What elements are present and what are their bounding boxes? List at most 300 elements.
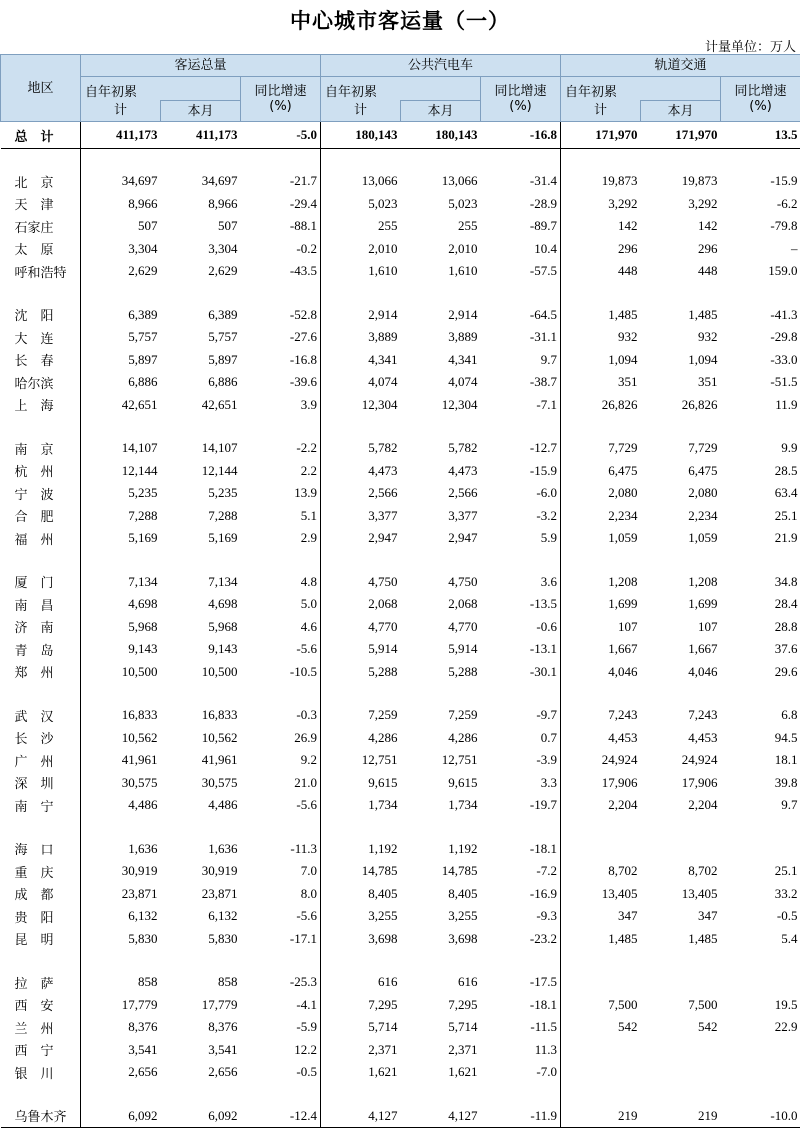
table-row <box>1 838 800 861</box>
value-cell: 296 <box>561 238 641 261</box>
value-cell: 219 <box>561 1105 641 1128</box>
region-name: 青 岛 <box>14 643 54 659</box>
value-cell: 5,288 <box>321 661 401 684</box>
value-cell: 5,757 <box>81 326 161 349</box>
value-cell: 1,059 <box>561 527 641 550</box>
value-cell: 4,286 <box>448 729 478 745</box>
table-row <box>1 193 800 216</box>
value-cell: -5.9 <box>296 1019 317 1035</box>
value-cell: 107 <box>561 616 641 639</box>
header-rate: 同比增速 (%) <box>241 77 321 122</box>
value-cell: – <box>791 240 798 256</box>
table-row <box>1 371 800 394</box>
value-cell: 5,288 <box>448 663 478 679</box>
header-ytd-cont: 计 <box>561 101 641 122</box>
value-cell: 13,405 <box>561 883 641 906</box>
value-cell: 6,092 <box>161 1105 241 1128</box>
value-cell: 33.2 <box>774 885 798 901</box>
value-cell: 4.8 <box>300 573 317 589</box>
value-cell: 2,204 <box>688 797 718 813</box>
value-cell: -29.8 <box>770 329 798 345</box>
value-cell: 28.8 <box>774 618 798 634</box>
value-cell: 4,473 <box>321 460 401 483</box>
value-cell: -57.5 <box>529 263 558 279</box>
value-cell: -28.9 <box>529 195 558 211</box>
value-cell: -31.1 <box>529 329 558 345</box>
table-row <box>1 170 800 193</box>
value-cell: 1,208 <box>688 573 718 589</box>
region-name: 长 沙 <box>14 732 54 748</box>
value-cell: 5,757 <box>208 329 238 345</box>
value-cell: 3.6 <box>540 573 558 589</box>
value-cell: 507 <box>81 215 161 238</box>
value-cell: 30,575 <box>81 772 161 795</box>
value-cell: 42,651 <box>201 396 238 412</box>
value-cell: 4,453 <box>688 729 718 745</box>
value-cell: -7.0 <box>536 1064 558 1080</box>
value-cell: -79.8 <box>770 218 798 234</box>
value-cell: 3,889 <box>448 329 478 345</box>
value-cell: 3,377 <box>448 507 478 523</box>
table-row <box>1 860 800 883</box>
value-cell: 3,304 <box>81 238 161 261</box>
value-cell: 1,610 <box>321 260 401 283</box>
value-cell: 8,702 <box>561 860 641 883</box>
value-cell: -17.5 <box>529 974 558 990</box>
spacer-row <box>1 683 800 704</box>
value-cell: 858 <box>218 974 238 990</box>
value-cell: 4,486 <box>208 797 238 813</box>
total-row <box>1 122 800 149</box>
value-cell: 2,914 <box>448 306 478 322</box>
value-cell <box>561 1061 641 1084</box>
table-row <box>1 238 800 261</box>
value-cell: 1,699 <box>561 593 641 616</box>
value-cell: 23,871 <box>201 885 238 901</box>
value-cell: 219 <box>641 1105 721 1128</box>
value-cell <box>721 1039 800 1062</box>
value-cell: -25.3 <box>289 974 317 990</box>
region-name: 太 原 <box>14 243 54 259</box>
region-name: 合 肥 <box>14 510 54 526</box>
spacer-row <box>1 950 800 971</box>
value-cell: 2,947 <box>321 527 401 550</box>
value-cell: 142 <box>561 215 641 238</box>
value-cell: 448 <box>561 260 641 283</box>
value-cell: 1,734 <box>448 797 478 813</box>
value-cell: -0.5 <box>296 1064 317 1080</box>
value-cell: -17.1 <box>289 930 317 946</box>
value-cell: -6.0 <box>536 485 558 501</box>
value-cell: 159.0 <box>768 263 798 279</box>
value-cell: 5,830 <box>81 928 161 951</box>
region-name: 石家庄 <box>14 220 54 236</box>
value-cell: 180,143 <box>401 122 481 149</box>
value-cell: -2.2 <box>296 440 317 456</box>
value-cell: 5.1 <box>300 507 317 523</box>
value-cell: -13.5 <box>529 596 558 612</box>
value-cell: 171,970 <box>641 122 721 149</box>
value-cell: 180,143 <box>321 122 401 149</box>
value-cell: 13.9 <box>294 485 317 501</box>
value-cell: 19,873 <box>561 170 641 193</box>
value-cell: 4,698 <box>208 596 238 612</box>
value-cell: 4,046 <box>561 661 641 684</box>
value-cell: 17,906 <box>681 774 718 790</box>
value-cell: -43.5 <box>289 263 317 279</box>
value-cell: 13,405 <box>681 885 718 901</box>
table-row <box>1 593 800 616</box>
value-cell: 94.5 <box>774 729 798 745</box>
table-row <box>1 704 800 727</box>
value-cell: 1,485 <box>688 930 718 946</box>
value-cell: -0.5 <box>776 908 798 924</box>
value-cell: 5,968 <box>208 618 238 634</box>
region-name: 南 宁 <box>14 799 54 815</box>
value-cell: -18.1 <box>529 840 558 856</box>
table-row <box>1 571 800 594</box>
value-cell: 5,782 <box>448 440 478 456</box>
value-cell: 4,286 <box>321 727 401 750</box>
value-cell: -5.0 <box>241 122 321 149</box>
value-cell: 4,046 <box>688 663 718 679</box>
value-cell: 26.9 <box>294 729 317 745</box>
value-cell: -7.1 <box>536 396 558 412</box>
value-cell: 142 <box>698 218 718 234</box>
region-name: 总 计 <box>1 122 81 149</box>
value-cell: 5,169 <box>208 530 238 546</box>
value-cell: 9.2 <box>300 752 317 768</box>
value-cell: 6.8 <box>781 707 798 723</box>
value-cell: -18.1 <box>529 996 558 1012</box>
value-cell: -13.1 <box>529 641 558 657</box>
value-cell: 2,629 <box>81 260 161 283</box>
value-cell: 2,234 <box>561 505 641 528</box>
table-row <box>1 1105 800 1128</box>
spacer-row <box>1 283 800 304</box>
value-cell: 3.9 <box>300 396 317 412</box>
value-cell: -30.1 <box>529 663 558 679</box>
value-cell: 28.4 <box>774 596 798 612</box>
value-cell: 28.5 <box>774 462 798 478</box>
header-region: 地区 <box>1 55 81 122</box>
value-cell: 171,970 <box>561 122 641 149</box>
value-cell: -5.6 <box>296 641 317 657</box>
value-cell <box>721 838 800 861</box>
region-name: 深 圳 <box>14 777 54 793</box>
region-name: 乌鲁木齐 <box>1 1105 81 1128</box>
passenger-volume-table <box>0 54 800 1128</box>
value-cell: 10,562 <box>201 729 238 745</box>
value-cell: -33.0 <box>770 351 798 367</box>
value-cell: 3,255 <box>321 905 401 928</box>
value-cell: 2,010 <box>321 238 401 261</box>
value-cell: 4,127 <box>401 1105 481 1128</box>
value-cell: 30,919 <box>81 860 161 883</box>
value-cell: 17,779 <box>81 994 161 1017</box>
value-cell: 5,968 <box>81 616 161 639</box>
region-name: 南 昌 <box>14 598 54 614</box>
table-body <box>1 122 800 1128</box>
value-cell: 2,010 <box>448 240 478 256</box>
value-cell: 3,377 <box>321 505 401 528</box>
value-cell: 1,667 <box>561 638 641 661</box>
header-month: 本月 <box>401 101 481 122</box>
value-cell: 7,134 <box>208 573 238 589</box>
value-cell: 5,897 <box>81 349 161 372</box>
region-name: 沈 阳 <box>14 309 54 325</box>
value-cell: 1,192 <box>321 838 401 861</box>
value-cell: 16,833 <box>81 704 161 727</box>
value-cell: 2,656 <box>81 1061 161 1084</box>
region-name: 昆 明 <box>14 933 54 949</box>
region-name: 北 京 <box>14 175 54 191</box>
value-cell: 7,288 <box>208 507 238 523</box>
value-cell: 9,615 <box>448 774 478 790</box>
value-cell: 63.4 <box>774 485 798 501</box>
table-row <box>1 394 800 417</box>
value-cell: 7,500 <box>688 996 718 1012</box>
value-cell: 107 <box>698 618 718 634</box>
value-cell: -11.9 <box>481 1105 561 1128</box>
value-cell: -9.7 <box>536 707 558 723</box>
value-cell: 3,541 <box>81 1039 161 1062</box>
value-cell: 5,714 <box>448 1019 478 1035</box>
value-cell: 255 <box>321 215 401 238</box>
value-cell: 8,966 <box>81 193 161 216</box>
value-cell: 411,173 <box>161 122 241 149</box>
value-cell: 9,143 <box>81 638 161 661</box>
value-cell: 12,304 <box>441 396 478 412</box>
spacer-row <box>1 1084 800 1105</box>
value-cell: 1,610 <box>448 263 478 279</box>
region-name: 西 安 <box>14 999 54 1015</box>
value-cell: 2,371 <box>448 1041 478 1057</box>
value-cell: 23,871 <box>81 883 161 906</box>
value-cell: -11.3 <box>290 840 317 856</box>
value-cell: 8,702 <box>688 863 718 879</box>
value-cell: 3,698 <box>448 930 478 946</box>
region-name: 南 京 <box>14 442 54 458</box>
region-name: 武 汉 <box>14 709 54 725</box>
value-cell: 4,453 <box>561 727 641 750</box>
value-cell: 3,304 <box>208 240 238 256</box>
value-cell: 8,376 <box>208 1019 238 1035</box>
table-row <box>1 661 800 684</box>
table-row <box>1 727 800 750</box>
value-cell: 4,750 <box>448 573 478 589</box>
value-cell: 542 <box>561 1016 641 1039</box>
value-cell: 1,192 <box>448 840 478 856</box>
value-cell: 41,961 <box>201 752 238 768</box>
spacer-row <box>1 550 800 571</box>
table-row <box>1 905 800 928</box>
value-cell: 16,833 <box>201 707 238 723</box>
value-cell: 1,621 <box>321 1061 401 1084</box>
region-name: 郑 州 <box>14 666 54 682</box>
value-cell: 6,886 <box>208 374 238 390</box>
value-cell: 7,259 <box>448 707 478 723</box>
region-name: 拉 萨 <box>14 976 54 992</box>
value-cell: 296 <box>698 240 718 256</box>
value-cell: 858 <box>81 971 161 994</box>
spacer-row <box>1 416 800 437</box>
value-cell: 10.4 <box>534 240 558 256</box>
value-cell: -4.1 <box>296 996 317 1012</box>
value-cell: 2,068 <box>448 596 478 612</box>
value-cell: 5,914 <box>448 641 478 657</box>
value-cell: 7,729 <box>688 440 718 456</box>
value-cell: 8,405 <box>321 883 401 906</box>
value-cell: -0.6 <box>536 618 558 634</box>
value-cell: -16.8 <box>481 122 561 149</box>
value-cell: 6,475 <box>561 460 641 483</box>
value-cell: 39.8 <box>774 774 798 790</box>
value-cell: 5,897 <box>208 351 238 367</box>
value-cell: 6,389 <box>208 306 238 322</box>
value-cell: 14,107 <box>201 440 238 456</box>
table-row <box>1 638 800 661</box>
value-cell: 6,132 <box>208 908 238 924</box>
value-cell: 4,750 <box>321 571 401 594</box>
value-cell: -23.2 <box>529 930 558 946</box>
value-cell: 24,924 <box>561 749 641 772</box>
value-cell: 2.2 <box>300 462 317 478</box>
page-title: 中心城市客运量（一） <box>290 9 510 33</box>
value-cell <box>641 838 721 861</box>
header-group-total: 客运总量 <box>81 55 321 77</box>
value-cell: 351 <box>698 374 718 390</box>
value-cell: 10,562 <box>81 727 161 750</box>
value-cell: -11.5 <box>530 1019 558 1035</box>
value-cell: 7,243 <box>688 707 718 723</box>
region-name: 银 川 <box>14 1066 54 1082</box>
value-cell: 2,234 <box>688 507 718 523</box>
value-cell: 448 <box>698 263 718 279</box>
value-cell <box>561 971 641 994</box>
region-name: 大 连 <box>14 331 54 347</box>
value-cell: -10.5 <box>289 663 317 679</box>
value-cell: 4,074 <box>448 374 478 390</box>
value-cell: 3,255 <box>448 908 478 924</box>
table-row <box>1 527 800 550</box>
value-cell: 0.7 <box>540 729 558 745</box>
value-cell: 1,485 <box>561 304 641 327</box>
value-cell: 4,341 <box>321 349 401 372</box>
value-cell: 24,924 <box>681 752 718 768</box>
value-cell: 2,204 <box>561 794 641 817</box>
table-row <box>1 994 800 1017</box>
value-cell: 347 <box>561 905 641 928</box>
value-cell: 9.9 <box>781 440 798 456</box>
value-cell: 616 <box>321 971 401 994</box>
value-cell: 9.7 <box>540 351 558 367</box>
value-cell: 5,782 <box>321 437 401 460</box>
value-cell: 4,486 <box>81 794 161 817</box>
value-cell: 26,826 <box>561 394 641 417</box>
value-cell: 347 <box>698 908 718 924</box>
value-cell: -6.2 <box>776 195 798 211</box>
value-cell <box>561 838 641 861</box>
value-cell: 6,132 <box>81 905 161 928</box>
region-name: 福 州 <box>14 532 54 548</box>
value-cell: -3.2 <box>536 507 558 523</box>
value-cell: 7,259 <box>321 704 401 727</box>
table-row <box>1 883 800 906</box>
spacer-row <box>1 817 800 838</box>
value-cell: 17,906 <box>561 772 641 795</box>
region-name: 西 宁 <box>14 1044 54 1060</box>
value-cell: 1,667 <box>688 641 718 657</box>
value-cell: -64.5 <box>529 306 558 322</box>
value-cell: 8,966 <box>208 195 238 211</box>
value-cell <box>641 971 721 994</box>
value-cell: 9,143 <box>208 641 238 657</box>
region-name: 贵 阳 <box>14 910 54 926</box>
value-cell: 26,826 <box>681 396 718 412</box>
value-cell: 42,651 <box>81 394 161 417</box>
value-cell: 25.1 <box>774 507 798 523</box>
value-cell: 3,292 <box>561 193 641 216</box>
value-cell: 37.6 <box>774 641 798 657</box>
value-cell: 2,566 <box>448 485 478 501</box>
value-cell: 5,714 <box>321 1016 401 1039</box>
unit-label: 计量单位：万人 <box>704 40 796 55</box>
value-cell <box>641 1039 721 1062</box>
value-cell: 1,636 <box>81 838 161 861</box>
value-cell: -16.9 <box>529 885 558 901</box>
value-cell: 5,914 <box>321 638 401 661</box>
value-cell: 4,074 <box>321 371 401 394</box>
value-cell: 2,566 <box>321 482 401 505</box>
value-cell: -88.1 <box>289 218 317 234</box>
value-cell: -10.0 <box>721 1105 800 1128</box>
table-row <box>1 749 800 772</box>
table-row <box>1 971 800 994</box>
value-cell: 5.0 <box>300 596 317 612</box>
value-cell: 932 <box>698 329 718 345</box>
value-cell: 14,785 <box>321 860 401 883</box>
value-cell: 14,785 <box>441 863 478 879</box>
value-cell: 12,304 <box>321 394 401 417</box>
value-cell: -7.2 <box>536 863 558 879</box>
value-cell: 25.1 <box>774 863 798 879</box>
header-rate: 同比增速 (%) <box>481 77 561 122</box>
region-name: 海 口 <box>14 843 54 859</box>
region-name: 呼和浩特 <box>14 265 67 281</box>
table-row <box>1 1061 800 1084</box>
value-cell: 13,066 <box>321 170 401 193</box>
value-cell: 5,830 <box>208 930 238 946</box>
value-cell: 6,475 <box>688 462 718 478</box>
value-cell: 2.9 <box>300 530 317 546</box>
header-month: 本月 <box>641 101 721 122</box>
table-row <box>1 326 800 349</box>
value-cell: 12.2 <box>294 1041 317 1057</box>
table-row <box>1 482 800 505</box>
value-cell: 351 <box>561 371 641 394</box>
value-cell: -31.4 <box>529 173 558 189</box>
value-cell: -27.6 <box>289 329 317 345</box>
value-cell <box>721 1061 800 1084</box>
value-cell: 1,094 <box>688 351 718 367</box>
value-cell: -0.3 <box>296 707 317 723</box>
value-cell: 34,697 <box>201 173 238 189</box>
value-cell: 17,779 <box>201 996 238 1012</box>
value-cell: 1,621 <box>448 1064 478 1080</box>
region-name: 兰 州 <box>14 1021 54 1037</box>
value-cell: -38.7 <box>529 374 558 390</box>
